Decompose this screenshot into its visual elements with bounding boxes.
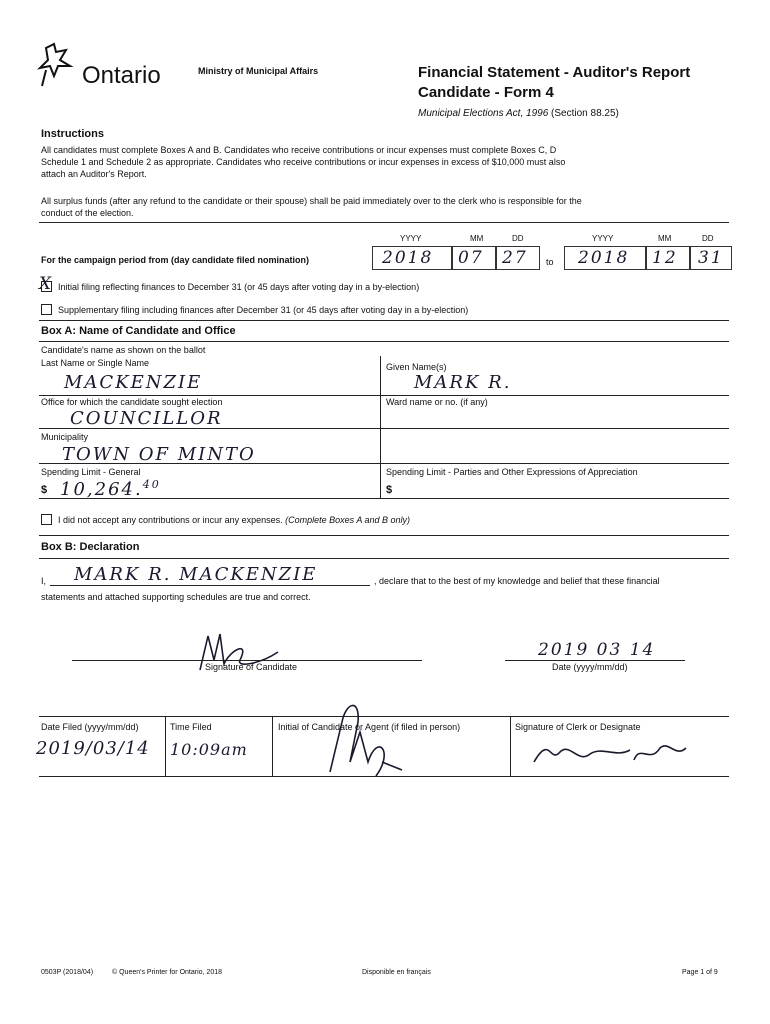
no-contributions-label: I did not accept any contributions or incur any expenses. [58,515,283,525]
date-filed-label: Date Filed (yyyy/mm/dd) [41,722,139,732]
box-a-heading: Box A: Name of Candidate and Office [41,325,236,337]
given-name-value[interactable]: MARK R. [414,372,512,393]
to-label: to [546,257,554,267]
instructions-p1-line2: Schedule 1 and Schedule 2 as appropriate. Candidates who receive contributions or incur expenses in excess of $10,000 must also [41,157,566,167]
to-month-value: 12 [652,248,678,268]
ward-label: Ward name or no. (if any) [386,397,488,407]
office-value[interactable]: COUNCILLOR [70,408,223,429]
declarant-name-value[interactable]: MARK R. MACKENZIE [74,564,318,585]
spending-limit-row-rule [39,498,729,499]
box-a-column-divider [380,356,381,498]
spending-limit-general-label: Spending Limit - General [41,467,141,477]
box-b-top-rule [39,535,729,536]
municipality-label: Municipality [41,432,89,442]
instructions-p2-line2: conduct of the election. [41,208,134,218]
declaration-i: I, [41,576,47,586]
instructions-p2-line1: All surplus funds (after any refund to the candidate or their spouse) shall be paid immediately over to the clerk who is responsible for the [41,196,582,206]
instructions-heading: Instructions [41,128,104,140]
campaign-period-label: For the campaign period from (day candidate filed nomination) [41,255,310,265]
from-year-value: 2018 [382,248,434,268]
last-name-label: Last Name or Single Name [41,358,150,368]
signature-label: Signature of Candidate [205,662,298,672]
date-label: Date (yyyy/mm/dd) [552,662,628,672]
filed-divider-1 [165,716,166,776]
initial-filing-check-mark: X [39,274,54,294]
no-contributions-statement [58,515,410,525]
ministry-name: Ministry of Municipal Affairs [198,66,319,76]
to-yyyy-label: YYYY [592,234,614,243]
box-b-heading: Box B: Declaration [41,541,140,553]
to-dd-label: DD [702,234,714,243]
from-month-value: 07 [458,248,484,268]
filed-divider-3 [510,716,511,776]
name-as-shown-label: Candidate's name as shown on the ballot [41,345,206,355]
supplementary-filing-checkbox[interactable] [41,304,52,315]
spending-limit-general-value[interactable] [60,478,161,500]
copyright: © Queen's Printer for Ontario, 2018 [112,969,222,976]
filed-divider-2 [272,716,273,776]
box-a-heading-rule [39,341,729,342]
spending-limit-parties-currency: $ [386,484,393,496]
no-contributions-note: (Complete Boxes A and B only) [285,515,411,525]
clerk-signature-icon [530,734,690,768]
province-name: Ontario [82,62,161,89]
initial-signature-icon [320,692,410,782]
divider [39,222,729,223]
form-title-line2: Candidate - Form 4 [418,84,554,101]
to-mm-label: MM [658,234,672,243]
declarant-name-line [50,585,370,586]
act-section: (Section 88.25) [551,108,619,119]
french-availability: Disponible en français [362,969,431,976]
instructions-p1-line1: All candidates must complete Boxes A and B. Candidates who receive contributions or incur expenses must complete Boxes C, D [41,145,557,155]
spending-limit-general-currency: $ [41,484,48,496]
to-day-value: 31 [698,248,724,268]
initial-filing-label: Initial filing reflecting finances to December 31 (or 45 days after voting day in a by-election) [58,282,420,292]
time-filed-label: Time Filed [170,722,212,732]
initial-label: Initial of Candidate or Agent (if filed in person) [278,722,461,732]
from-dd-label: DD [512,234,524,243]
clerk-signature-label: Signature of Clerk or Designate [515,722,641,732]
no-contributions-checkbox[interactable] [41,514,52,525]
office-row-rule [39,428,729,429]
form-title-line1: Financial Statement - Auditor's Report [418,64,691,81]
spending-limit-parties-label: Spending Limit - Parties and Other Expressions of Appreciation [386,467,638,477]
from-yyyy-label: YYYY [400,234,422,243]
act-reference [418,108,619,119]
act-name: Municipal Elections Act, 1996 [418,108,549,119]
time-filed-value[interactable]: 10:09am [170,740,248,759]
from-day-value: 27 [502,248,528,268]
name-row-rule [39,395,729,396]
declaration-text: , declare that to the best of my knowledge and belief that these financial [374,576,660,586]
date-line [505,660,685,661]
spending-limit-cents: 40 [142,478,161,491]
ontario-trillium-logo-icon [36,40,88,90]
declaration-text-2: statements and attached supporting schedules are true and correct. [41,592,311,602]
office-label: Office for which the candidate sought election [41,397,223,407]
date-filed-value[interactable]: 2019/03/14 [36,738,150,759]
signature-line [72,660,422,661]
form-number: 0503P (2018/04) [41,969,94,976]
page-number: Page 1 of 9 [682,969,718,976]
declaration-date-value[interactable]: 2019 03 14 [538,640,656,660]
box-a-top-rule [39,320,729,321]
supplementary-filing-label: Supplementary filing including finances after December 31 (or 45 days after voting day in a by-election) [58,305,469,315]
municipality-row-rule [39,463,729,464]
to-year-value: 2018 [578,248,630,268]
instructions-p1-line3: attach an Auditor's Report. [41,169,147,179]
box-b-heading-rule [39,558,729,559]
from-mm-label: MM [470,234,484,243]
spending-limit-dollars: 10,264. [60,479,143,500]
last-name-value[interactable]: MACKENZIE [64,372,203,393]
filed-bottom-rule [39,776,729,777]
municipality-value[interactable]: TOWN OF MINTO [62,444,256,465]
given-name-label: Given Name(s) [386,362,447,372]
